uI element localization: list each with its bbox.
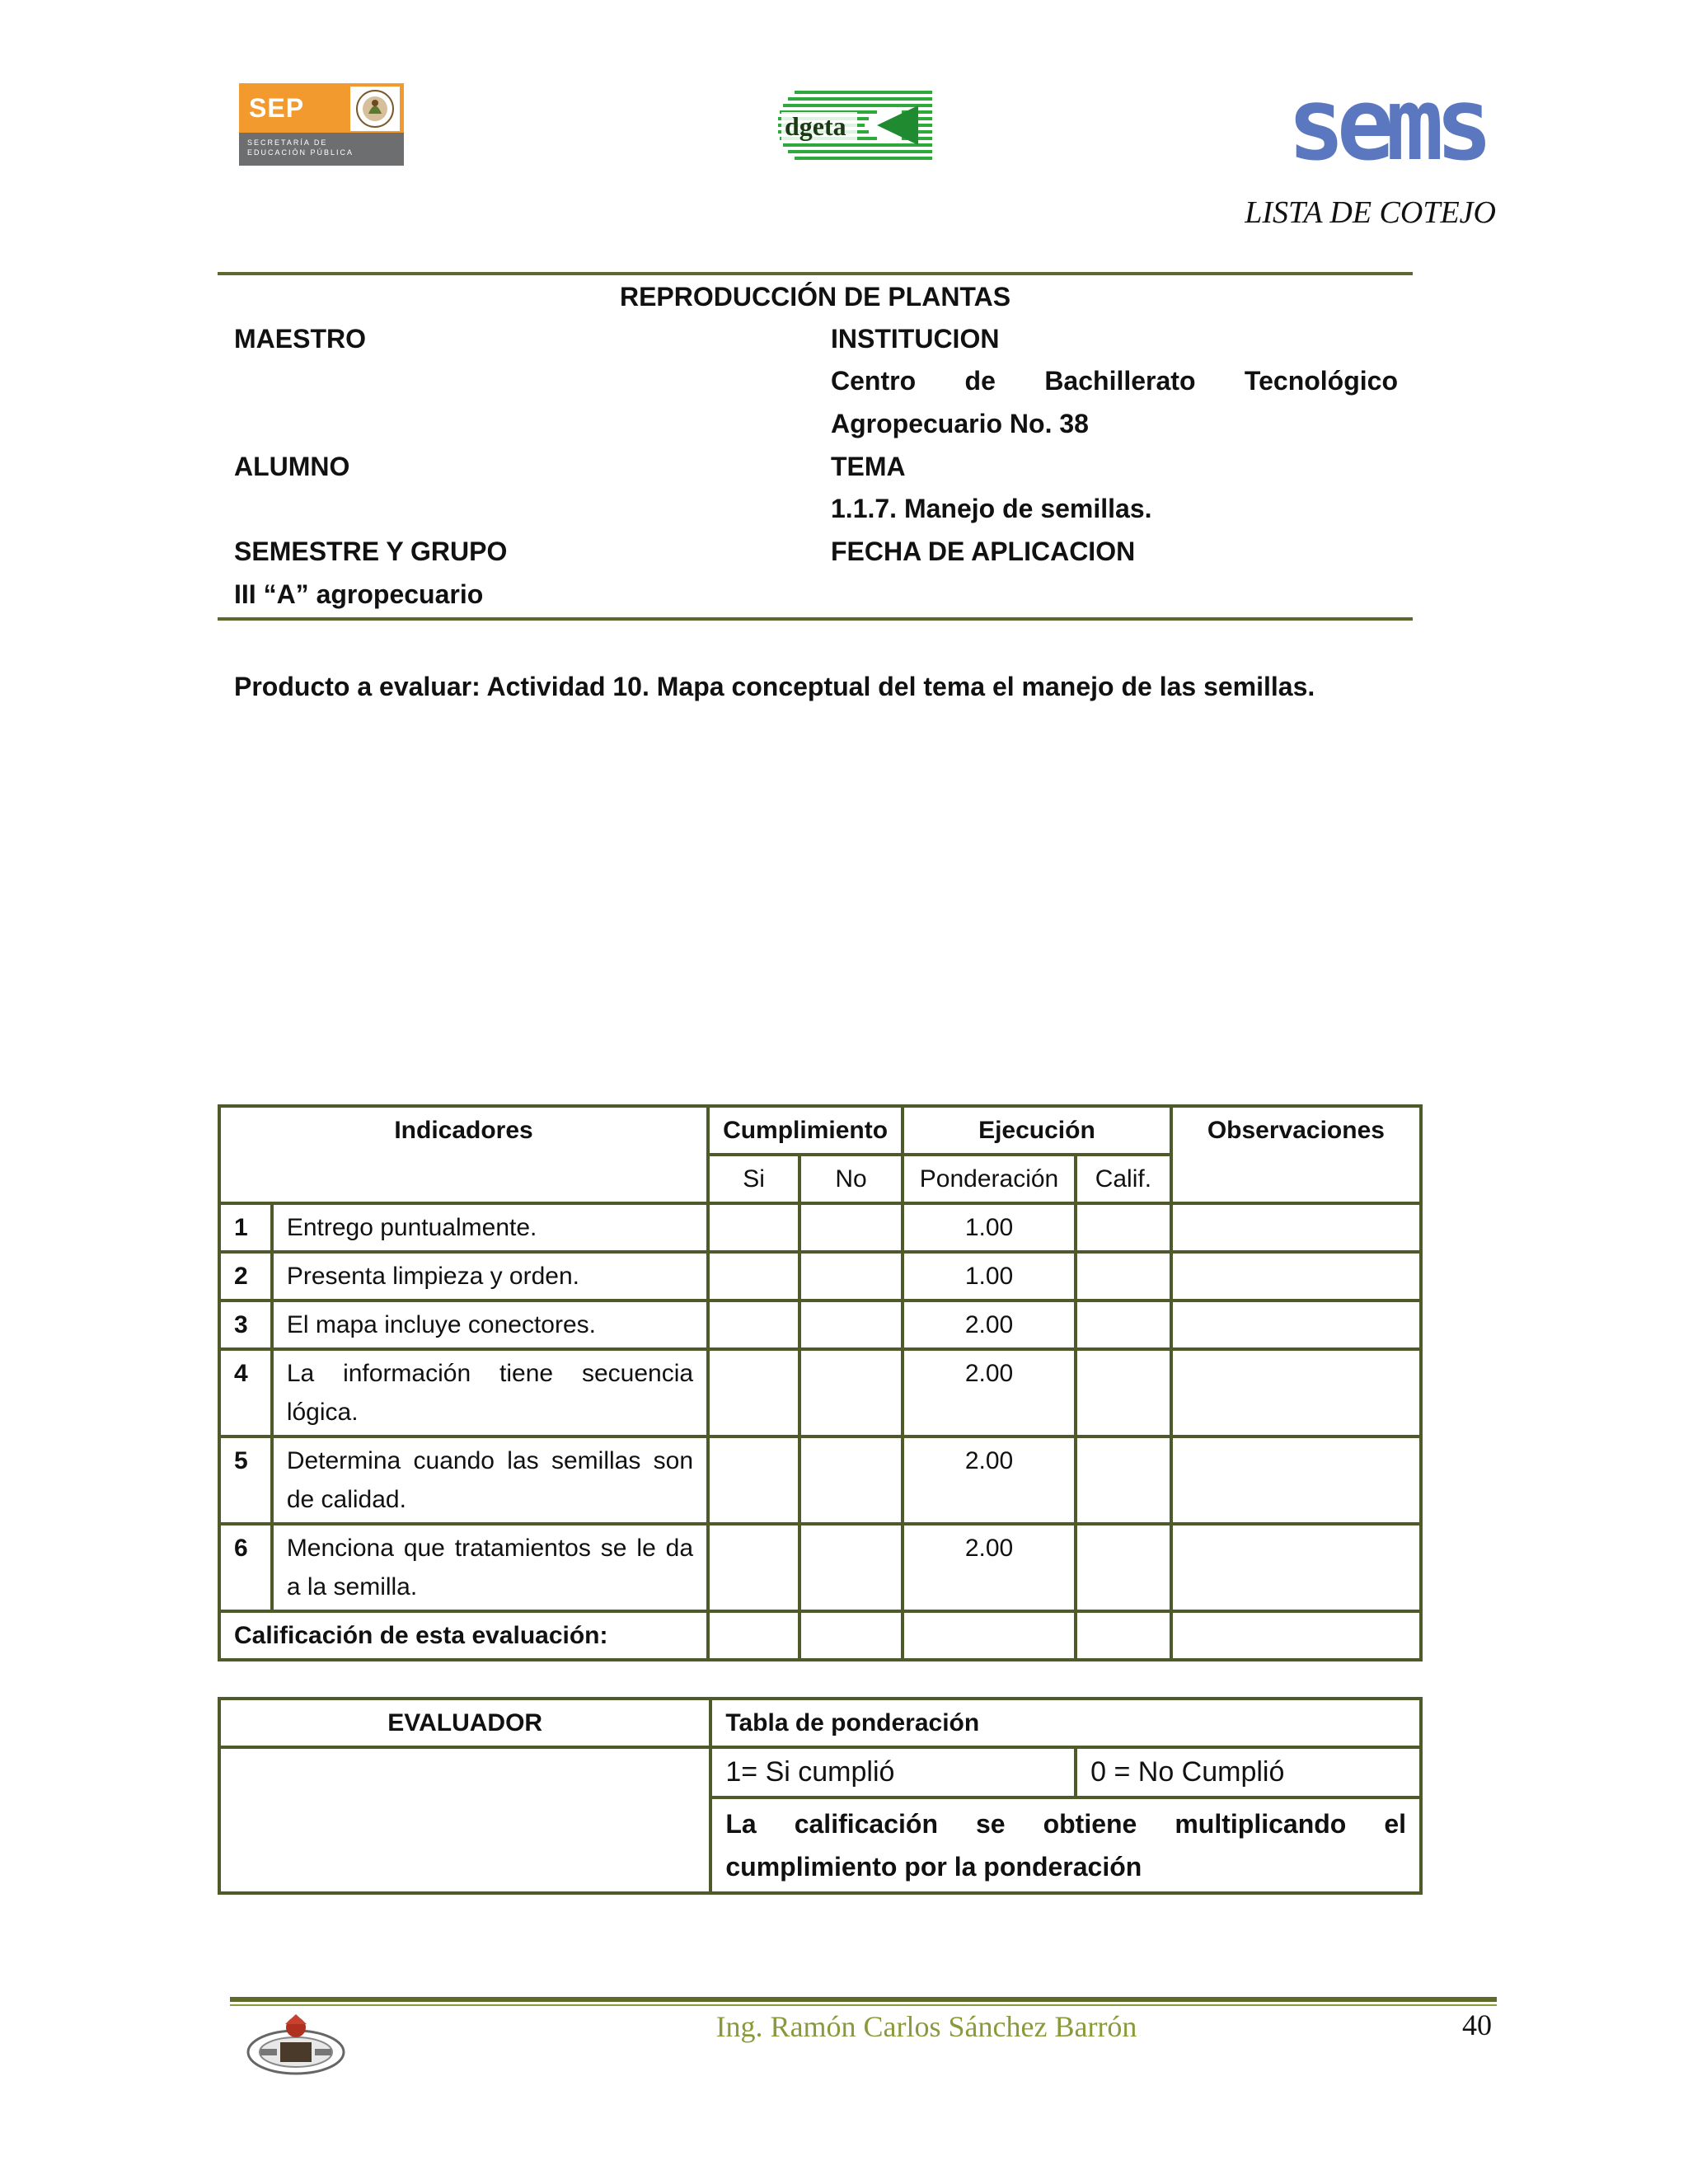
sems-logo — [1287, 66, 1485, 184]
sep-logo — [239, 83, 404, 166]
footer-author: Ing. Ramón Carlos Sánchez Barrón — [715, 2010, 1137, 2043]
no-cell[interactable] — [799, 1301, 903, 1349]
info-bottom-rule — [218, 617, 1413, 621]
indicators-header: Indicadores — [219, 1106, 708, 1203]
date-label: FECHA DE APLICACION — [831, 537, 1136, 566]
yes-cell[interactable] — [708, 1436, 799, 1524]
institution-label: INSTITUCION — [831, 324, 1000, 354]
evaluator-table — [218, 1697, 1423, 1895]
no-cell[interactable] — [799, 1436, 903, 1524]
observations-cell[interactable] — [1171, 1436, 1421, 1524]
semester-value: III “A” agropecuario — [234, 579, 484, 609]
student-label: ALUMNO — [234, 452, 350, 481]
yes-cell[interactable] — [708, 1252, 799, 1301]
topic-value: 1.1.7. Manejo de semillas. — [831, 494, 1152, 523]
no-cell[interactable] — [799, 1252, 903, 1301]
indicator-text: Entrego puntualmente. — [272, 1203, 708, 1252]
grading-note: La calificación se obtiene multiplicando el cumplimiento por la ponderación — [710, 1797, 1421, 1893]
table-row — [219, 1524, 1421, 1611]
total-grade-cell[interactable] — [1076, 1611, 1171, 1660]
sems-logo-text: sems — [1287, 66, 1485, 184]
observations-cell[interactable] — [1171, 1524, 1421, 1611]
weight-header: Ponderación — [903, 1155, 1076, 1203]
semester-label: SEMESTRE Y GRUPO — [234, 537, 508, 566]
observations-cell[interactable] — [1171, 1349, 1421, 1436]
grade-header: Calif. — [1076, 1155, 1171, 1203]
indicator-text: La información tiene secuencia lógica. — [272, 1349, 708, 1436]
dgeta-logo-text: dgeta — [785, 111, 846, 141]
checklist-table — [218, 1104, 1423, 1661]
weight-table-label: Tabla de ponderación — [710, 1699, 1421, 1747]
no-cell[interactable] — [799, 1203, 903, 1252]
institution-name-line2: Agropecuario No. 38 — [831, 409, 1089, 438]
indicator-text: Menciona que tratamientos se le da a la semilla. — [272, 1524, 708, 1611]
total-row — [219, 1611, 1421, 1660]
row-number: 4 — [219, 1349, 272, 1436]
observations-cell[interactable] — [1171, 1203, 1421, 1252]
grade-cell[interactable] — [1076, 1301, 1171, 1349]
yes-header: Si — [708, 1155, 799, 1203]
institution-name-line1: Centro de Bachillerato Tecnológico — [831, 366, 1398, 396]
grade-cell[interactable] — [1076, 1203, 1171, 1252]
sep-logo-line1: SECRETARÍA DE — [247, 138, 328, 147]
no-cell[interactable] — [799, 1524, 903, 1611]
yes-cell[interactable] — [708, 1524, 799, 1611]
subject-title: REPRODUCCIÓN DE PLANTAS — [619, 282, 1011, 312]
total-no-cell[interactable] — [799, 1611, 903, 1660]
row-number: 1 — [219, 1203, 272, 1252]
yes-cell[interactable] — [708, 1203, 799, 1252]
product-to-evaluate: Producto a evaluar: Actividad 10. Mapa conceptual del tema el manejo de las semillas. — [234, 672, 1315, 701]
weight-cell: 2.00 — [903, 1349, 1076, 1436]
row-number: 6 — [219, 1524, 272, 1611]
table-row — [219, 1203, 1421, 1252]
total-weight-cell[interactable] — [903, 1611, 1076, 1660]
yes-meaning: 1= Si cumplió — [710, 1747, 1076, 1797]
teacher-label: MAESTRO — [234, 324, 366, 354]
total-yes-cell[interactable] — [708, 1611, 799, 1660]
weight-cell: 2.00 — [903, 1436, 1076, 1524]
no-header: No — [799, 1155, 903, 1203]
grade-cell[interactable] — [1076, 1524, 1171, 1611]
evaluator-signature-field[interactable] — [219, 1747, 710, 1893]
indicator-text: Presenta limpieza y orden. — [272, 1252, 708, 1301]
document-type-title: LISTA DE COTEJO — [1245, 195, 1496, 230]
page-number: 40 — [1462, 2008, 1492, 2041]
sep-logo-line2: EDUCACIÓN PÚBLICA — [247, 148, 354, 157]
row-number: 3 — [219, 1301, 272, 1349]
topic-label: TEMA — [831, 452, 906, 481]
table-row — [219, 1436, 1421, 1524]
weight-cell: 2.00 — [903, 1301, 1076, 1349]
total-observations-cell[interactable] — [1171, 1611, 1421, 1660]
weight-cell: 1.00 — [903, 1252, 1076, 1301]
row-number: 5 — [219, 1436, 272, 1524]
execution-header: Ejecución — [903, 1106, 1171, 1155]
footer-rule-thin — [230, 2004, 1497, 2006]
dgeta-logo — [778, 89, 932, 162]
table-row — [219, 1349, 1421, 1436]
observations-header: Observaciones — [1171, 1106, 1421, 1203]
sep-logo-caption — [239, 133, 404, 166]
weight-cell: 2.00 — [903, 1524, 1076, 1611]
table-row — [219, 1301, 1421, 1349]
weight-cell: 1.00 — [903, 1203, 1076, 1252]
indicator-text: El mapa incluye conectores. — [272, 1301, 708, 1349]
grade-cell[interactable] — [1076, 1349, 1171, 1436]
no-cell[interactable] — [799, 1349, 903, 1436]
grade-cell[interactable] — [1076, 1436, 1171, 1524]
compliance-header: Cumplimiento — [708, 1106, 903, 1155]
evaluator-label: EVALUADOR — [219, 1699, 710, 1747]
mexico-coat-of-arms-icon — [350, 87, 400, 131]
row-number: 2 — [219, 1252, 272, 1301]
indicator-text: Determina cuando las semillas son de calidad. — [272, 1436, 708, 1524]
footer-rule-thick — [230, 1997, 1497, 2002]
grade-cell[interactable] — [1076, 1252, 1171, 1301]
observations-cell[interactable] — [1171, 1301, 1421, 1349]
table-row — [219, 1252, 1421, 1301]
total-label: Calificación de esta evaluación: — [219, 1611, 708, 1660]
observations-cell[interactable] — [1171, 1252, 1421, 1301]
yes-cell[interactable] — [708, 1301, 799, 1349]
yes-cell[interactable] — [708, 1349, 799, 1436]
no-meaning: 0 = No Cumplió — [1076, 1747, 1421, 1797]
sep-logo-brand: SEP — [249, 93, 305, 123]
